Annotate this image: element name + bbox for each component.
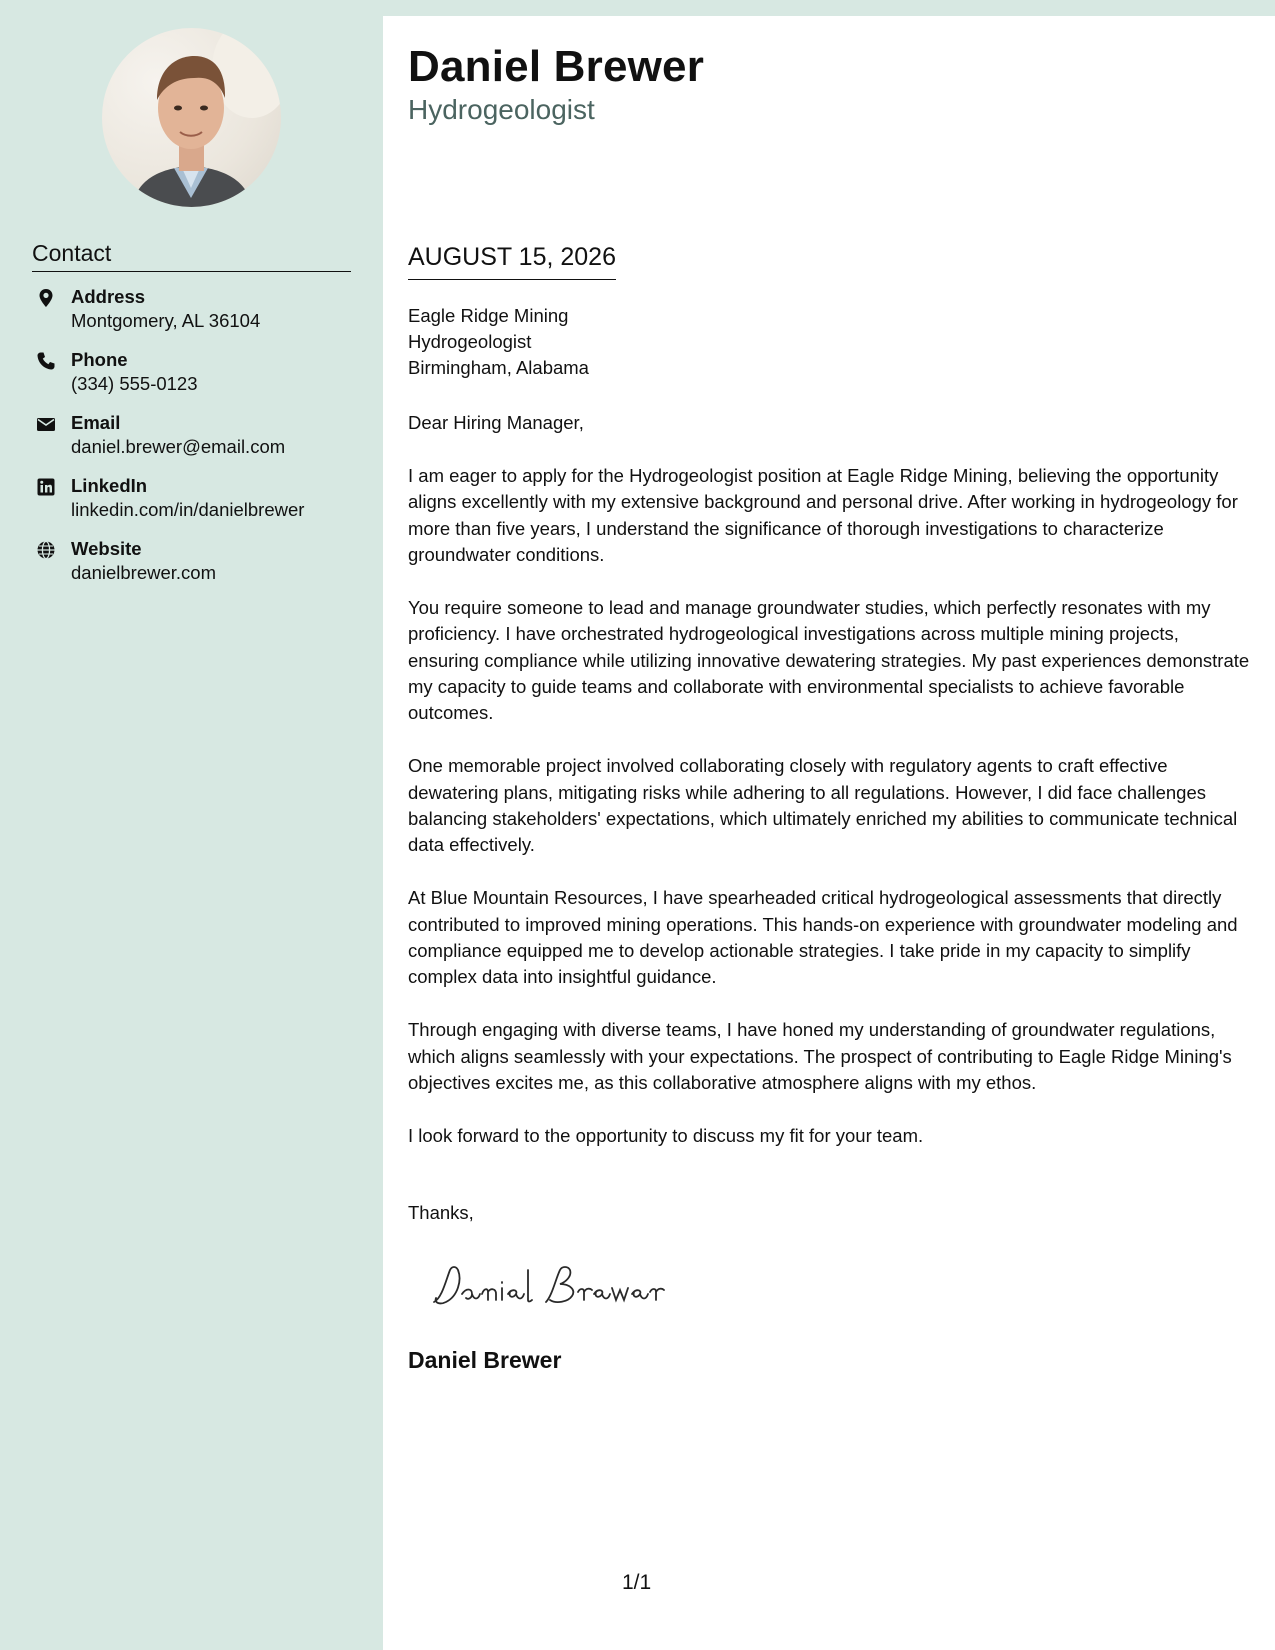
contact-label: Email <box>71 412 121 433</box>
handwritten-signature <box>428 1258 668 1315</box>
contact-label: Website <box>71 538 142 559</box>
salutation: Dear Hiring Manager, <box>408 412 584 433</box>
contact-label: LinkedIn <box>71 475 148 496</box>
linkedin-value: linkedin.com/in/danielbrewer <box>71 499 305 520</box>
applicant-name: Daniel Brewer <box>408 42 705 91</box>
signed-name: Daniel Brewer <box>408 1347 562 1373</box>
letter-paragraph: I look forward to the opportunity to discuss my fit for your team. <box>408 1124 924 1146</box>
contact-item-phone <box>32 348 362 411</box>
linkedin-icon <box>36 477 56 497</box>
website-value: danielbrewer.com <box>71 562 216 583</box>
contact-label: Address <box>71 286 146 307</box>
letter-paragraph: One memorable project involved collaborating closely with regulatory agents to craft effective dewatering plans, mitigating risks while adhering to all regulations. However, I did face challenges balancing stakeholders' expectations, which ultimately enriched my abilities to communicate technical data effectively. <box>408 755 1238 856</box>
contact-item-address <box>32 285 362 348</box>
recipient-company: Eagle Ridge Mining <box>408 305 569 326</box>
letter-paragraph: At Blue Mountain Resources, I have spearheaded critical hydrogeological assessments that directly contributed to improved mining operations. This hands-on experience with groundwater modeling and compliance equipped me to develop actionable strategies. I take pride in my capacity to simplify complex data into insightful guidance. <box>408 887 1238 988</box>
globe-icon <box>36 540 56 560</box>
contact-item-linkedin <box>32 474 362 537</box>
letter-date: AUGUST 15, 2026 <box>408 243 616 280</box>
contact-heading: Contact <box>32 240 351 272</box>
phone-icon <box>36 351 56 371</box>
envelope-icon <box>36 414 56 434</box>
closing: Thanks, <box>408 1202 474 1223</box>
phone-value: (334) 555-0123 <box>71 373 198 394</box>
contact-list <box>32 285 362 600</box>
letter-paragraph: Through engaging with diverse teams, I have honed my understanding of groundwater regulations, which aligns seamlessly with your expectations. The prospect of contributing to Eagle Ridge Mining's objectives excites me, as this collaborative atmosphere aligns with my ethos. <box>408 1019 1232 1094</box>
letter-body <box>408 410 1253 1176</box>
profile-photo <box>102 28 281 207</box>
sidebar <box>0 0 383 1650</box>
letter-paragraph: I am eager to apply for the Hydrogeologist position at Eagle Ridge Mining, believing the opportunity aligns excellently with my extensive background and personal drive. After working in hydrogeology for more than five years, I understand the significance of thorough investigations to characterize groundwater conditions. <box>408 464 1238 566</box>
map-pin-icon <box>36 288 56 308</box>
address-value: Montgomery, AL 36104 <box>71 310 261 331</box>
contact-label: Phone <box>71 349 128 370</box>
page-number: 1/1 <box>622 1571 652 1594</box>
contact-item-website <box>32 537 362 600</box>
recipient-block <box>408 303 589 381</box>
recipient-position: Hydrogeologist <box>408 331 532 352</box>
applicant-title: Hydrogeologist <box>408 94 595 125</box>
recipient-location: Birmingham, Alabama <box>408 357 589 378</box>
letter-paragraph: You require someone to lead and manage groundwater studies, which perfectly resonates with my proficiency. I have orchestrated hydrogeological investigations across multiple mining projects, ensuring compliance while utilizing innovative dewatering strategies. My past experiences demonstrate my capacity to guide teams and collaborate with environmental specialists to achieve favorable outcomes. <box>408 596 1250 724</box>
email-value: daniel.brewer@email.com <box>71 436 286 457</box>
contact-item-email <box>32 411 362 474</box>
